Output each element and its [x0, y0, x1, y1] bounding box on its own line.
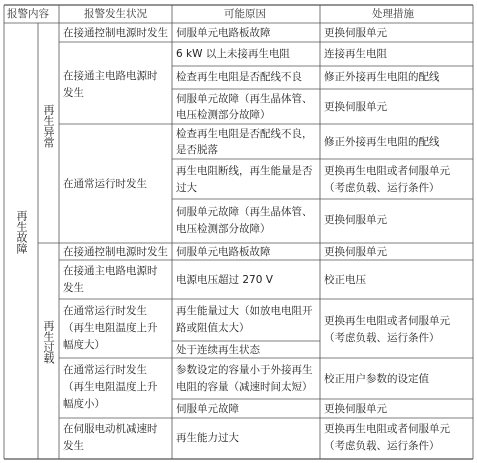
s2-r1-cause: 伺服单元电路板故障 [176, 246, 271, 258]
s2-r5-situation-2: 发生 [63, 440, 84, 452]
s1-r1-cause: 伺服单元电路板故障 [176, 27, 271, 39]
s1-r3-action-c: 更换伺服单元 [324, 214, 387, 226]
s1-r3-situation: 在通常运行时发生 [63, 178, 147, 190]
s1-r2-situation-2: 发生 [63, 87, 84, 99]
s2-r2-situation-2: 发生 [63, 282, 84, 294]
s1-r3-cause-c-2: 电压检测部分故障） [176, 223, 271, 235]
s1-r2-action-b: 修正外接再生电阻的配线 [324, 71, 440, 83]
s1-r1-action: 更换伺服单元 [324, 27, 387, 39]
s2-r1-action: 更换伺服单元 [324, 246, 387, 258]
s1-r2-action-c: 更换伺服单元 [324, 101, 387, 113]
header-situation: 报警发生状况 [84, 8, 147, 20]
s2-r3-cause-a-1: 再生能量过大（如放电电阻开 [176, 305, 313, 317]
s1-r1-situation: 在接通控制电源时发生 [63, 27, 168, 39]
header-cause: 可能原因 [224, 8, 266, 20]
s1-r3-action-a: 修正外接再生电阻的配线 [324, 136, 440, 148]
group-label: 再生故障 [15, 210, 28, 254]
subgroup-label-regen-overload: 再生过载 [42, 320, 55, 364]
s1-r2-cause-c-1: 伺服单元故障（再生晶体管、 [176, 93, 313, 105]
s2-r1-situation: 在接通控制电源时发生 [63, 246, 168, 258]
s2-r5-situation-1: 在伺服电动机减速时 [63, 423, 158, 435]
s2-r2-cause: 电源电压超过 270 V [176, 274, 273, 286]
s1-r3-cause-a-2: 是否脱落 [176, 144, 218, 156]
s2-r3-situation-1: 在通常运行时发生 [63, 305, 147, 317]
s2-r5-action-2: （考虑负载、运行条件） [324, 440, 440, 452]
s2-r4-situation-2: （再生电阻温度上升 [63, 381, 158, 393]
s1-r3-cause-c-1: 伺服单元故障（再生晶体管、 [176, 206, 313, 218]
header-action: 处理措施 [372, 8, 414, 20]
s2-r4-action-b: 更换伺服单元 [324, 403, 387, 415]
s2-r4-action-a: 校正用户参数的设定值 [324, 373, 429, 385]
s2-r4-cause-b: 伺服单元故障 [176, 403, 239, 415]
s1-r3-action-b-2: （考虑负载、运行条件） [324, 182, 440, 194]
s1-r3-cause-b-1: 再生电阻断线，再生能量是否 [176, 165, 313, 177]
s2-r3-cause-a-2: 路或阻值太大） [176, 322, 250, 334]
s2-r4-cause-a-2: 电阻的容量（减速时间太短） [176, 381, 313, 393]
s2-r5-action-1: 更换再生电阻或者伺服单元 [324, 423, 450, 435]
s1-r3-cause-b-2: 过大 [176, 182, 197, 194]
subgroup-label-regen-error: 再生异常 [42, 104, 55, 148]
s2-r2-action: 校正电压 [324, 274, 366, 286]
header-alarm-content: 报警内容 [7, 8, 49, 20]
s2-r5-cause: 再生能力过大 [176, 432, 239, 444]
s2-r2-situation-1: 在接通主电路电源时 [63, 265, 158, 277]
s2-r3-situation-3: 幅度大） [63, 339, 105, 351]
s1-r2-cause-c-2: 电压检测部分故障） [176, 109, 271, 121]
s1-r3-cause-a-1: 检查再生电阻是否配线不良， [176, 128, 313, 140]
s2-r4-situation-1: 在通常运行时发生 [63, 364, 147, 376]
s1-r2-cause-b: 检查再生电阻是否配线不良 [176, 71, 302, 83]
s1-r3-action-b-1: 更换再生电阻或者伺服单元 [324, 165, 450, 177]
s2-r3-situation-2: （再生电阻温度上升 [63, 322, 158, 334]
s2-r4-situation-3: 幅度小） [63, 398, 105, 410]
s1-r2-cause-a: 6 kW 以上未接再生电阻 [176, 48, 290, 60]
s2-r3-cause-b: 处于连续再生状态 [176, 344, 260, 356]
s2-r3-action-2: （考虑负载、运行条件） [324, 332, 440, 344]
s2-r4-cause-a-1: 参数设定的容量小于外接再生 [176, 364, 313, 376]
s1-r2-situation-1: 在接通主电路电源时 [63, 70, 158, 82]
s1-r2-action-a: 连接再生电阻 [324, 48, 387, 60]
s2-r3-action-1: 更换再生电阻或者伺服单元 [324, 315, 450, 327]
